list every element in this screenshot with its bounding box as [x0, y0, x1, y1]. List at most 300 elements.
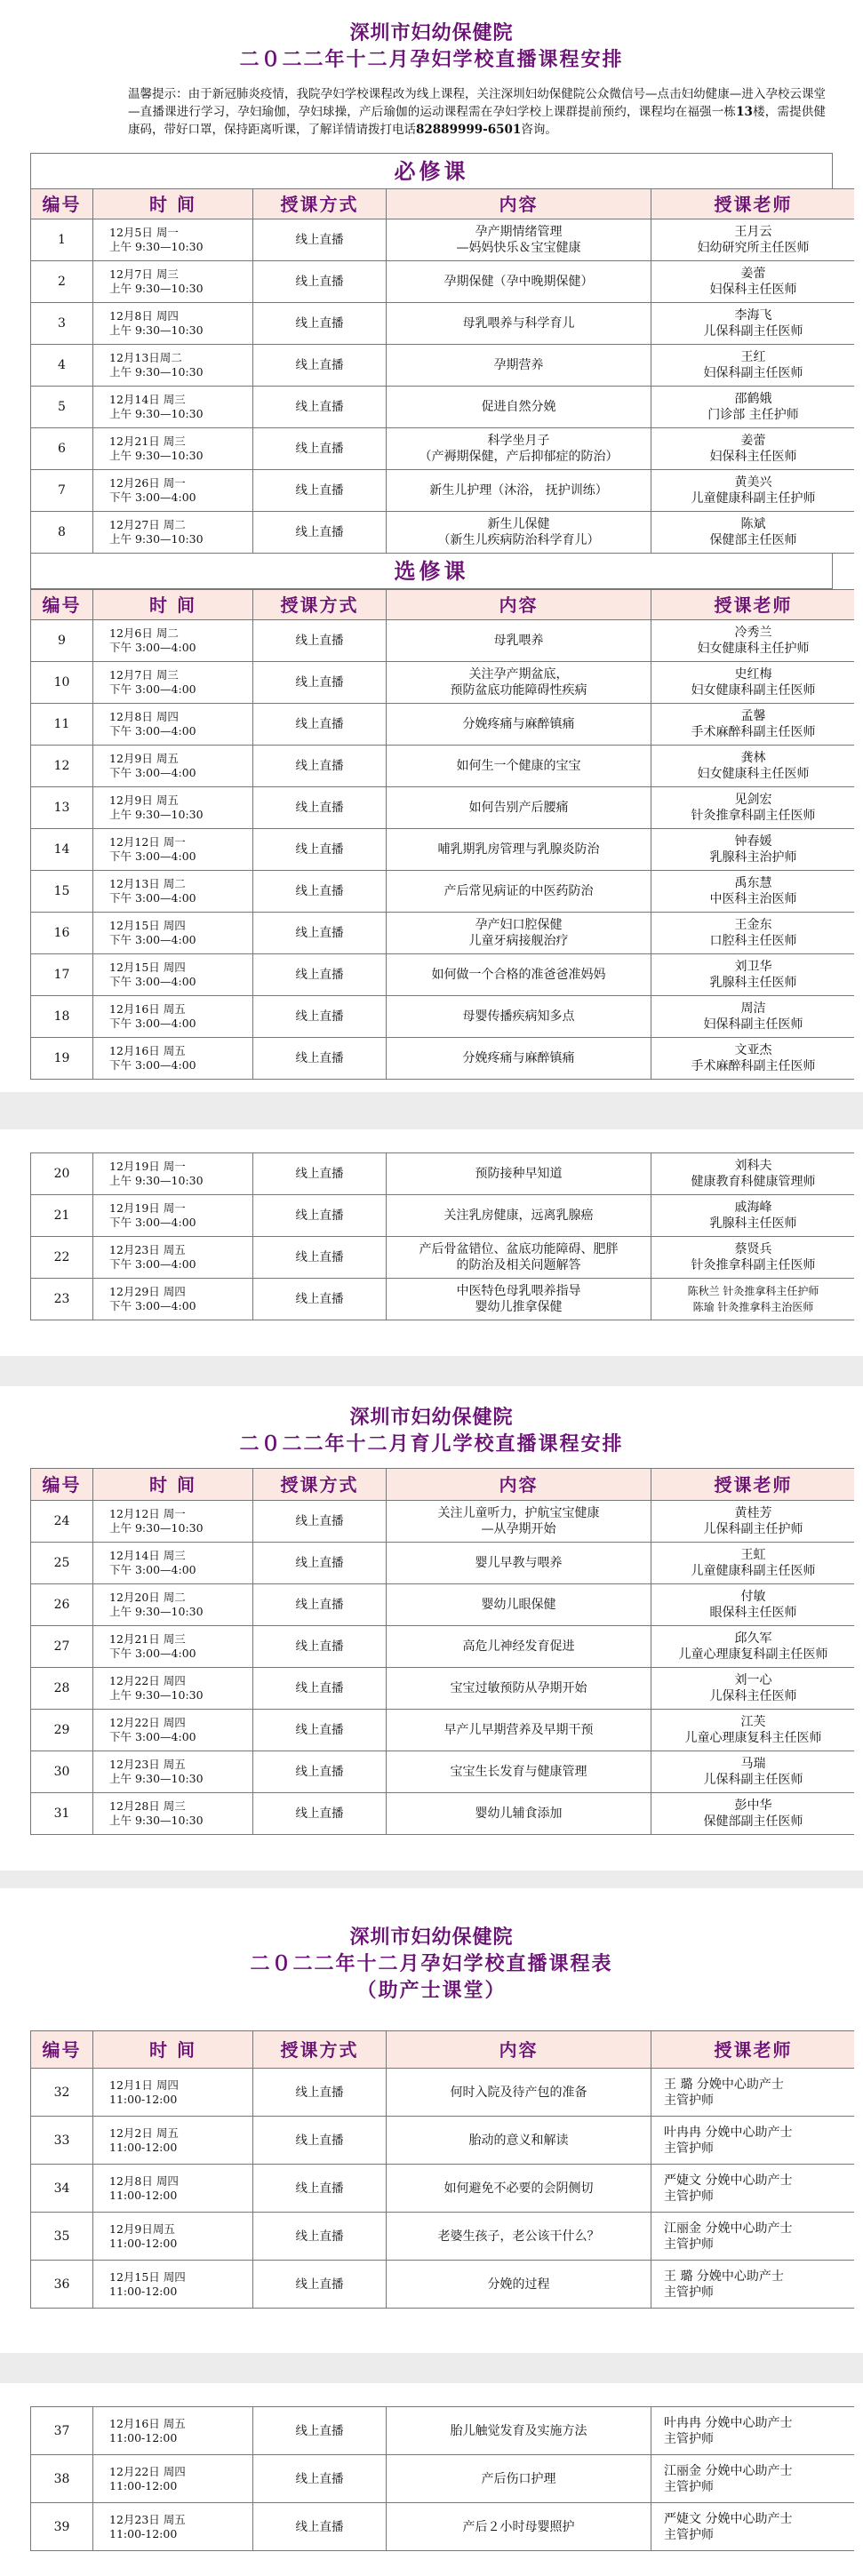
cell-content-line1: 孕产期情绪管理 [475, 225, 563, 239]
cell-mode: 线上直播 [253, 2213, 387, 2261]
cell-hours: 下午 3:00—4:00 [109, 891, 196, 905]
cell-mode: 线上直播 [253, 2455, 387, 2503]
cell-mode: 线上直播 [253, 219, 387, 261]
cell-time [93, 219, 253, 261]
cell-no: 24 [31, 1501, 93, 1543]
header-mode: 授课方式 [253, 189, 387, 219]
cell-mode: 线上直播 [253, 470, 387, 512]
cell-teacher-title: 门诊部 主任护师 [707, 408, 799, 422]
cell-no: 13 [31, 787, 93, 829]
cell-no: 28 [31, 1668, 93, 1710]
cell-teacher-name: 王 璐 分娩中心助产士 [664, 2269, 784, 2284]
cell-time [93, 996, 253, 1038]
cell-no: 35 [31, 2213, 93, 2261]
cell-date: 12月9日 周五 [109, 794, 179, 807]
cell-teacher [651, 2069, 855, 2117]
cell-mode: 线上直播 [253, 787, 387, 829]
cell-teacher [651, 1279, 855, 1320]
cell-content-line1: 新生儿保健 [487, 517, 550, 531]
cell-hours: 上午 9:30—10:30 [109, 1814, 204, 1827]
cell-no: 25 [31, 1543, 93, 1584]
cell-content-line2: （新生儿疾病防治科学育儿） [437, 533, 600, 547]
cell-teacher-name: 陈秋兰 针灸推拿科主任护师 [687, 1285, 819, 1297]
table-row [31, 1543, 855, 1584]
cell-content [387, 2407, 651, 2455]
cell-teacher-title: 主管护师 [664, 2093, 714, 2108]
table-header [31, 590, 855, 620]
cell-content [387, 1543, 651, 1584]
cell-mode: 线上直播 [253, 954, 387, 996]
table-row [31, 662, 855, 704]
cell-no: 1 [31, 219, 93, 261]
header-time: 时 间 [93, 590, 253, 620]
cell-hours: 11:00-12:00 [109, 2188, 178, 2202]
cell-no: 20 [31, 1153, 93, 1195]
schedule-card-midwife [9, 1888, 854, 2353]
cell-date: 12月29日 周四 [109, 1285, 186, 1298]
cell-content-line1: 如何生一个健康的宝宝 [456, 759, 581, 773]
cell-time [93, 1038, 253, 1080]
cell-content-line1: 胎儿触觉发育及实施方法 [450, 2423, 587, 2438]
cell-time [93, 704, 253, 746]
cell-mode: 线上直播 [253, 996, 387, 1038]
cell-hours: 上午 9:30—10:30 [109, 365, 204, 379]
cell-mode: 线上直播 [253, 2261, 387, 2309]
header-mode: 授课方式 [253, 1469, 387, 1501]
header-no: 编号 [31, 590, 93, 620]
cell-content [387, 1668, 651, 1710]
cell-mode: 线上直播 [253, 1793, 387, 1835]
cell-content-line1: 早产儿早期营养及早期干预 [443, 1723, 594, 1737]
cell-content [387, 1751, 651, 1793]
table-row [31, 2213, 855, 2261]
cell-date: 12月6日 周二 [109, 626, 179, 640]
cell-no: 31 [31, 1793, 93, 1835]
cell-teacher-name: 刘科夫 [734, 1159, 772, 1173]
cell-teacher [651, 1237, 855, 1279]
table-row [31, 2165, 855, 2213]
cell-teacher-title: 妇幼研究所主任医师 [697, 241, 810, 255]
cell-date: 12月8日 周四 [109, 2173, 179, 2188]
cell-content [387, 954, 651, 996]
cell-date: 12月8日 周四 [109, 309, 179, 323]
cell-mode: 线上直播 [253, 620, 387, 662]
cell-teacher-name: 蔡贤兵 [734, 1242, 772, 1256]
cell-hours: 下午 3:00—4:00 [109, 933, 196, 946]
cell-mode: 线上直播 [253, 345, 387, 387]
doc-title: 二０二二年十二月孕妇学校直播课程表 [250, 1952, 613, 1975]
cell-mode: 线上直播 [253, 1195, 387, 1237]
table-midwife-cont [30, 2406, 854, 2551]
cell-content [387, 2455, 651, 2503]
header-content: 内容 [387, 189, 651, 219]
cell-teacher [651, 1626, 855, 1668]
table-row [31, 954, 855, 996]
cell-content [387, 1195, 651, 1237]
cell-teacher-title: 乳腺科主任医师 [709, 976, 797, 990]
cell-hours: 11:00-12:00 [109, 2236, 178, 2250]
cell-hours: 上午 9:30—10:30 [109, 1521, 204, 1535]
cell-mode: 线上直播 [253, 2069, 387, 2117]
header-time: 时 间 [93, 189, 253, 219]
cell-time [93, 2407, 253, 2455]
cell-date: 12月15日 周四 [109, 2269, 186, 2284]
cell-hours: 上午 9:30—10:30 [109, 1688, 204, 1702]
cell-hours: 上午 9:30—10:30 [109, 240, 204, 253]
cell-content-line1: 科学坐月子 [487, 434, 550, 448]
cell-content-line1: 母乳喂养 [493, 634, 544, 648]
cell-hours: 下午 3:00—4:00 [109, 724, 196, 738]
table-header [31, 2031, 855, 2069]
cell-content-line2: —妈妈快乐＆宝宝健康 [456, 241, 581, 255]
cell-teacher-title: 陈瑜 针灸推拿科主治医师 [692, 1301, 814, 1313]
cell-content [387, 2261, 651, 2309]
cell-content-line1: 孕期营养 [493, 358, 544, 372]
header-time: 时 间 [93, 2031, 253, 2069]
cell-no: 11 [31, 704, 93, 746]
cell-content [387, 1584, 651, 1626]
cell-time [93, 2503, 253, 2551]
cell-teacher-name: 孟馨 [740, 709, 766, 723]
cell-content [387, 428, 651, 470]
cell-teacher [651, 2407, 855, 2455]
header-no: 编号 [31, 189, 93, 219]
cell-content [387, 2069, 651, 2117]
cell-mode: 线上直播 [253, 2407, 387, 2455]
cell-hours: 上午 9:30—10:30 [109, 1605, 204, 1618]
cell-content-line1: 关注儿童听力，护航宝宝健康 [437, 1506, 600, 1520]
table-row [31, 1626, 855, 1668]
cell-content-line1: 母乳喂养与科学育儿 [462, 316, 575, 331]
doc-subtitle: （助产士课堂） [356, 1979, 507, 2002]
cell-teacher [651, 2503, 855, 2551]
cell-mode: 线上直播 [253, 2117, 387, 2165]
page-gap [0, 1356, 863, 1386]
cell-time [93, 746, 253, 787]
cell-time [93, 1793, 253, 1835]
cell-teacher-name: 周洁 [740, 1001, 766, 1016]
page-gap [0, 1092, 863, 1129]
cell-content [387, 219, 651, 261]
cell-no: 12 [31, 746, 93, 787]
table-row [31, 1793, 855, 1835]
cell-teacher-title: 针灸推拿科副主任医师 [691, 809, 816, 823]
cell-mode: 线上直播 [253, 1668, 387, 1710]
cell-date: 12月22日 周四 [109, 1716, 186, 1729]
cell-hours: 下午 3:00—4:00 [109, 849, 196, 863]
org-name: 深圳市妇幼保健院 [349, 1406, 514, 1429]
cell-teacher-title: 儿保科主任医师 [709, 1689, 797, 1703]
cell-date: 12月22日 周四 [109, 2464, 186, 2478]
cell-content [387, 2165, 651, 2213]
header-content: 内容 [387, 590, 651, 620]
cell-content-line1: 高危儿神经发育促进 [462, 1639, 575, 1654]
org-name: 深圳市妇幼保健院 [349, 21, 514, 44]
schedule-card-midwife-cont [9, 2383, 854, 2569]
cell-teacher-name: 王月云 [734, 225, 772, 239]
cell-no: 36 [31, 2261, 93, 2309]
cell-content [387, 1626, 651, 1668]
cell-date: 12月12日 周一 [109, 1507, 186, 1520]
header-content: 内容 [387, 1469, 651, 1501]
cell-teacher-title: 儿保科副主任护师 [703, 1522, 803, 1536]
table-row [31, 1279, 855, 1320]
cell-date: 12月28日 周三 [109, 1799, 186, 1813]
table-midwife [30, 2030, 854, 2309]
cell-teacher-name: 黄桂芳 [734, 1506, 772, 1520]
cell-content-line2: 预防盆底功能障碍性疾病 [450, 683, 587, 698]
doc-title: 二０二二年十二月孕妇学校直播课程安排 [239, 48, 624, 71]
table-row [31, 704, 855, 746]
cell-mode: 线上直播 [253, 387, 387, 428]
cell-hours: 上午 9:30—10:30 [109, 808, 204, 821]
notice-text: 温馨提示：由于新冠肺炎疫情，我院孕妇学校课程改为线上课程，关注深圳妇幼保健院公众微信号—点击妇幼健康—进入孕校云课堂—直播课进行学习，孕妇瑜伽，孕妇球操，产后瑜伽的运动课程需在孕妇学校上课群提前预约，课程均在福强一栋13楼，需提供健康码，带好口罩，保持距离听课，了解详情请拨打电话82889999-6501咨询。 [128, 87, 826, 137]
cell-content-line1: 何时入院及待产包的准备 [450, 2085, 587, 2100]
table-required [30, 188, 854, 554]
cell-mode: 线上直播 [253, 1751, 387, 1793]
cell-no: 16 [31, 913, 93, 954]
header-teacher: 授课老师 [651, 189, 855, 219]
cell-teacher [651, 996, 855, 1038]
cell-content-line2: 婴幼儿推拿保健 [475, 1300, 563, 1314]
cell-content-line1: 如何告别产后腰痛 [468, 801, 569, 815]
cell-content-line1: 孕期保健（孕中晚期保健） [443, 275, 594, 289]
cell-time [93, 1279, 253, 1320]
cell-mode: 线上直播 [253, 303, 387, 345]
cell-mode: 线上直播 [253, 871, 387, 913]
cell-content-line1: 老婆生孩子，老公该干什么？ [437, 2229, 600, 2244]
cell-no: 17 [31, 954, 93, 996]
cell-date: 12月14日 周三 [109, 1549, 186, 1562]
cell-hours: 上午 9:30—10:30 [109, 323, 204, 337]
cell-teacher-title: 妇女健康科主任护师 [697, 642, 810, 656]
cell-teacher-title: 主管护师 [664, 2431, 714, 2446]
cell-hours: 11:00-12:00 [109, 2430, 178, 2444]
cell-no: 9 [31, 620, 93, 662]
cell-teacher [651, 1195, 855, 1237]
cell-no: 14 [31, 829, 93, 871]
cell-content [387, 2117, 651, 2165]
cell-time [93, 2213, 253, 2261]
cell-content [387, 996, 651, 1038]
cell-date: 12月27日 周二 [109, 518, 186, 531]
cell-hours: 上午 9:30—10:30 [109, 1174, 204, 1187]
table-row [31, 387, 855, 428]
cell-no: 2 [31, 261, 93, 303]
table-row [31, 996, 855, 1038]
doc-title: 二０二二年十二月育儿学校直播课程安排 [239, 1432, 624, 1455]
cell-mode: 线上直播 [253, 1584, 387, 1626]
cell-time [93, 2455, 253, 2503]
cell-content-line1: 关注孕产期盆底， [468, 667, 569, 682]
cell-teacher [651, 1668, 855, 1710]
cell-teacher [651, 787, 855, 829]
cell-content [387, 261, 651, 303]
cell-content [387, 1153, 651, 1195]
cell-hours: 11:00-12:00 [109, 2478, 178, 2492]
header-teacher: 授课老师 [651, 1469, 855, 1501]
table-row [31, 512, 855, 554]
cell-teacher [651, 954, 855, 996]
cell-hours: 下午 3:00—4:00 [109, 682, 196, 696]
cell-content-line1: 婴儿早教与喂养 [475, 1556, 563, 1570]
cell-hours: 下午 3:00—4:00 [109, 1058, 196, 1072]
cell-mode: 线上直播 [253, 428, 387, 470]
table-header [31, 1469, 855, 1501]
cell-no: 7 [31, 470, 93, 512]
cell-teacher [651, 913, 855, 954]
cell-content-line1: 促进自然分娩 [481, 400, 556, 414]
cell-teacher [651, 2455, 855, 2503]
cell-hours: 下午 3:00—4:00 [109, 1216, 196, 1229]
cell-teacher [651, 1543, 855, 1584]
cell-teacher-title: 健康教育科健康管理师 [691, 1175, 816, 1189]
table-row [31, 1038, 855, 1080]
cell-content [387, 871, 651, 913]
cell-date: 12月15日 周四 [109, 919, 186, 932]
cell-content-line1: 胎动的意义和解读 [468, 2133, 569, 2148]
cell-content [387, 303, 651, 345]
cell-teacher [651, 1751, 855, 1793]
cell-time [93, 913, 253, 954]
cell-teacher-name: 江芙 [740, 1715, 766, 1729]
cell-teacher-title: 主管护师 [664, 2527, 714, 2542]
cell-hours: 下午 3:00—4:00 [109, 1257, 196, 1271]
table-row [31, 2455, 855, 2503]
cell-teacher-title: 针灸推拿科副主任医师 [691, 1258, 816, 1272]
cell-no: 15 [31, 871, 93, 913]
cell-teacher-name: 王虹 [740, 1548, 766, 1562]
header-no: 编号 [31, 1469, 93, 1501]
cell-teacher-name: 付敏 [740, 1590, 766, 1604]
header-time: 时 间 [93, 1469, 253, 1501]
cell-teacher-name: 王金东 [734, 918, 772, 932]
cell-no: 26 [31, 1584, 93, 1626]
cell-teacher-title: 主管护师 [664, 2189, 714, 2204]
cell-hours: 11:00-12:00 [109, 2092, 178, 2106]
cell-no: 22 [31, 1237, 93, 1279]
cell-hours: 上午 9:30—10:30 [109, 449, 204, 462]
table-row [31, 1153, 855, 1195]
cell-date: 12月13日 周二 [109, 877, 186, 890]
cell-time [93, 261, 253, 303]
cell-time [93, 2069, 253, 2117]
cell-content-line1: 宝宝生长发育与健康管理 [450, 1765, 587, 1779]
cell-no: 30 [31, 1751, 93, 1793]
cell-date: 12月5日 周一 [109, 226, 179, 239]
cell-teacher-title: 妇保科主任医师 [709, 283, 797, 297]
cell-date: 12月20日 周二 [109, 1591, 186, 1604]
cell-no: 6 [31, 428, 93, 470]
cell-content-line1: 分娩疼痛与麻醉镇痛 [462, 1051, 575, 1065]
cell-teacher-title: 口腔科主任医师 [709, 934, 797, 948]
cell-teacher [651, 470, 855, 512]
cell-teacher-name: 邱久军 [734, 1631, 772, 1646]
cell-hours: 上午 9:30—10:30 [109, 1772, 204, 1785]
table-row [31, 1195, 855, 1237]
cell-no: 21 [31, 1195, 93, 1237]
cell-mode: 线上直播 [253, 1279, 387, 1320]
table-elective [30, 589, 854, 1080]
org-name: 深圳市妇幼保健院 [349, 1926, 514, 1949]
cell-date: 12月8日 周四 [109, 710, 179, 723]
cell-hours: 下午 3:00—4:00 [109, 1299, 196, 1312]
cell-teacher [651, 1793, 855, 1835]
table-row [31, 219, 855, 261]
table-row [31, 913, 855, 954]
cell-teacher [651, 1153, 855, 1195]
cell-content-line2: （产褥期保健，产后抑郁症的防治） [419, 450, 619, 464]
cell-content [387, 2503, 651, 2551]
cell-teacher-name: 见剑宏 [734, 793, 772, 807]
table-row [31, 787, 855, 829]
cell-content [387, 1038, 651, 1080]
cell-content-line1: 母婴传播疾病知多点 [462, 1009, 575, 1024]
cell-mode: 线上直播 [253, 512, 387, 554]
schedule-card-prenatal [9, 0, 854, 1092]
cell-teacher-title: 手术麻醉科副主任医师 [691, 1059, 816, 1073]
cell-hours: 11:00-12:00 [109, 2140, 178, 2154]
cell-teacher-title: 妇保科副主任医师 [703, 1017, 803, 1032]
cell-content-line2: —从孕期开始 [481, 1522, 556, 1536]
cell-content-line1: 孕产妇口腔保健 [475, 918, 563, 932]
cell-teacher [651, 2261, 855, 2309]
cell-teacher-name: 冷秀兰 [734, 626, 772, 640]
cell-time [93, 512, 253, 554]
cell-content [387, 829, 651, 871]
cell-teacher-title: 主管护师 [664, 2479, 714, 2494]
cell-mode: 线上直播 [253, 1501, 387, 1543]
cell-date: 12月9日周五 [109, 2221, 175, 2236]
cell-teacher [651, 1501, 855, 1543]
cell-teacher-name: 马瑞 [740, 1757, 766, 1771]
cell-no: 23 [31, 1279, 93, 1320]
cell-teacher-name: 王 璐 分娩中心助产士 [664, 2077, 784, 2092]
cell-teacher [651, 2117, 855, 2165]
cell-mode: 线上直播 [253, 1153, 387, 1195]
cell-time [93, 428, 253, 470]
cell-content [387, 470, 651, 512]
cell-content [387, 1279, 651, 1320]
cell-mode: 线上直播 [253, 261, 387, 303]
cell-teacher-name: 戚海峰 [734, 1200, 772, 1215]
cell-mode: 线上直播 [253, 1543, 387, 1584]
cell-content [387, 620, 651, 662]
cell-time [93, 303, 253, 345]
section-elective: 选修课 [30, 554, 833, 589]
cell-time [93, 1501, 253, 1543]
cell-date: 12月21日 周三 [109, 435, 186, 448]
cell-teacher-title: 儿童心理康复科副主任医师 [678, 1647, 828, 1662]
cell-hours: 11:00-12:00 [109, 2526, 178, 2540]
cell-time [93, 787, 253, 829]
cell-time [93, 1668, 253, 1710]
cell-time [93, 1626, 253, 1668]
cell-mode: 线上直播 [253, 746, 387, 787]
cell-date: 12月22日 周四 [109, 1674, 186, 1687]
cell-teacher-name: 邵鹤娥 [734, 392, 772, 406]
cell-teacher-title: 妇女健康科副主任医师 [691, 683, 816, 698]
cell-teacher-title: 保健部副主任医师 [703, 1814, 803, 1829]
cell-teacher-title: 中医科主治医师 [709, 892, 797, 906]
cell-mode: 线上直播 [253, 1237, 387, 1279]
cell-mode: 线上直播 [253, 662, 387, 704]
cell-time [93, 2117, 253, 2165]
cell-content-line1: 产后２小时母婴照护 [462, 2519, 575, 2534]
table-row [31, 303, 855, 345]
cell-teacher-name: 黄美兴 [734, 475, 772, 490]
cell-teacher-title: 手术麻醉科副主任医师 [691, 725, 816, 739]
